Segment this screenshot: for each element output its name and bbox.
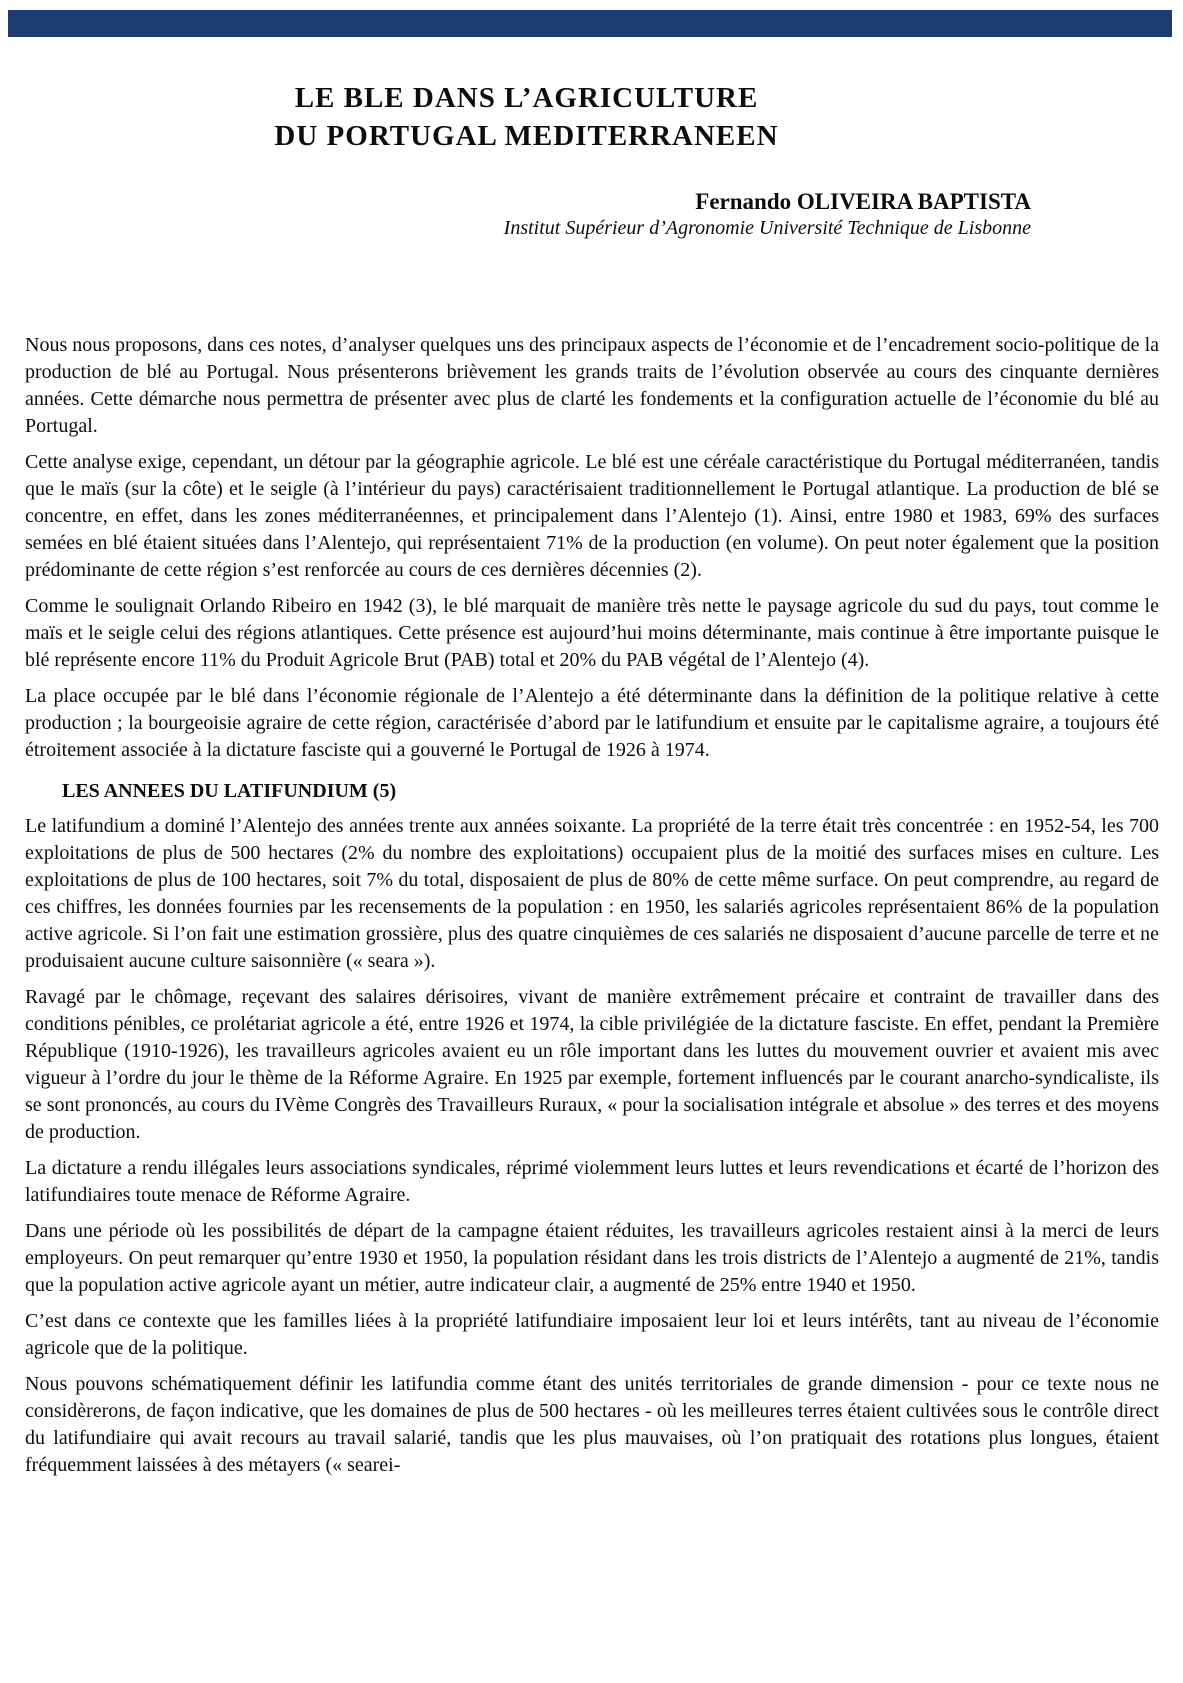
author-name: Fernando OLIVEIRA BAPTISTA <box>695 189 1031 214</box>
paper-title-line-1: LE BLE DANS L’AGRICULTURE <box>294 82 759 114</box>
paragraph: La place occupée par le blé dans l’économie régionale de l’Alentejo a été déterminante dans la définition de la politique relative à cette production ; la bourgeoisie agraire de cette région, caractérisée d’abord par le latifundium et ensuite par le capitalisme agraire, a toujours été étroitement associée à la dictature fasciste qui a gouverné le Portugal de 1926 à 1974. <box>25 685 1159 761</box>
paragraph: Cette analyse exige, cependant, un détour par la géographie agricole. Le blé est une céréale caractéristique du Portugal méditerranéen, tandis que le maïs (sur la côte) et le seigle (à l’intérieur du pays) caractérisaient traditionnellement le Portugal atlantique. La production de blé se concentre, en effet, dans les zones méditerranéennes, et principalement dans l’Alentejo (1). Ainsi, entre 1980 et 1983, 69% des surfaces semées en blé étaient situées dans l’Alentejo, qui représentaient 71% de la production (en volume). On peut noter également que la position prédominante de cette région s’est renforcée au cours de ces dernières décennies (2). <box>25 451 1159 581</box>
article-body <box>25 332 1159 1479</box>
section-heading: LES ANNEES DU LATIFUNDIUM (5) <box>62 780 397 802</box>
paragraph: Ravagé par le chômage, reçevant des salaires dérisoires, vivant de manière extrêmement précaire et contraint de travailler dans des conditions pénibles, ce prolétariat agricole a été, entre 1926 et 1974, la cible privilégiée de la dictature fasciste. En effet, pendant la Première République (1910-1926), les travailleurs agricoles avaient eu un rôle important dans les luttes du mouvement ouvrier et avaient mis avec vigueur à l’ordre du jour le thème de la Réforme Agraire. En 1925 par exemple, fortement influencés par le courant anarcho-syndicaliste, ils se sont prononcés, au cours du IVème Congrès des Travailleurs Ruraux, « pour la socialisation intégrale et absolue » des terres et des moyens de production. <box>25 986 1159 1143</box>
paragraph: Comme le soulignait Orlando Ribeiro en 1942 (3), le blé marquait de manière très nette le paysage agricole du sud du pays, tout comme le maïs et le seigle celui des régions atlantiques. Cette présence est aujourd’hui moins déterminante, mais continue à être importante puisque le blé représente encore 11% du Produit Agricole Brut (PAB) total et 20% du PAB végétal de l’Alentejo (4). <box>25 595 1159 671</box>
paragraph: La dictature a rendu illégales leurs associations syndicales, réprimé violemment leurs luttes et leurs revendications et écarté de l’horizon des latifundiaires toute menace de Réforme Agraire. <box>25 1157 1159 1206</box>
top-rule-bar <box>8 10 1172 37</box>
paper-title-line-2: DU PORTUGAL MEDITERRANEEN <box>274 120 779 152</box>
paragraph: Nous nous proposons, dans ces notes, d’analyser quelques uns des principaux aspects de l’économie et de l’encadrement socio-politique de la production de blé au Portugal. Nous présenterons brièvement les grands traits de l’évolution observée au cours des cinquante dernières années. Cette démarche nous permettra de présenter avec plus de clarté les fondements et la configuration actuelle de l’économie du blé au Portugal. <box>25 334 1159 437</box>
paragraph: Le latifundium a dominé l’Alentejo des années trente aux années soixante. La propriété de la terre était très concentrée : en 1952-54, les 700 exploitations de plus de 500 hectares (2% du nombre des exploitations) occupaient plus de la moitié des surfaces mises en culture. Les exploitations de plus de 100 hectares, soit 7% du total, disposaient de plus de 80% de cette même surface. On peut comprendre, au regard de ces chiffres, les données fournies par les recensements de la population : en 1950, les salariés agricoles représentaient 86% de la population active agricole. Si l’on fait une estimation grossière, plus des quatre cinquièmes de ces salariés ne disposaient d’aucune parcelle de terre et ne produisaient aucune culture saisonnière (« seara »). <box>25 815 1159 972</box>
paragraph: Dans une période où les possibilités de départ de la campagne étaient réduites, les travailleurs agricoles restaient ainsi à la merci de leurs employeurs. On peut remarquer qu’entre 1930 et 1950, la population résidant dans les trois districts de l’Alentejo a augmenté de 21%, tandis que la population active agricole ayant un métier, autre indicateur clair, a augmenté de 25% entre 1940 et 1950. <box>25 1220 1159 1296</box>
author-block <box>0 189 1183 242</box>
paragraph: Nous pouvons schématiquement définir les latifundia comme étant des unités territoriales de grande dimension - pour ce texte nous ne considèrerons, de façon indicative, que les domaines de plus de 500 hectares - où les meilleures terres étaient cultivées sous le contrôle direct du latifundiaire qui avait recours au travail salarié, tandis que les plus mauvaises, où l’on pratiquait des rotations plus longues, étaient fréquemment laissées à des métayers (« searei- <box>25 1373 1159 1476</box>
author-affiliation: Institut Supérieur d’Agronomie Université Technique de Lisbonne <box>503 217 1031 239</box>
paragraph: C’est dans ce contexte que les familles liées à la propriété latifundiaire imposaient leur loi et leurs intérêts, tant au niveau de l’économie agricole que de la politique. <box>25 1310 1159 1359</box>
